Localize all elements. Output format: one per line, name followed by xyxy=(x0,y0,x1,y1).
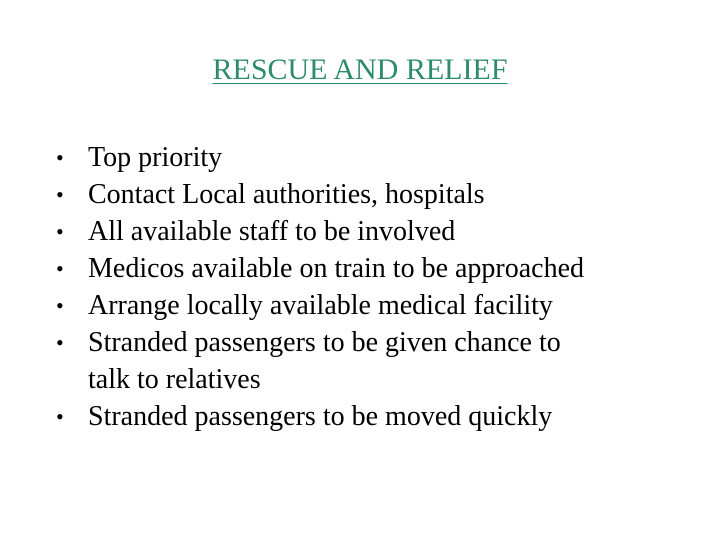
list-item-text: Contact Local authorities, hospitals xyxy=(88,179,485,210)
list-item xyxy=(56,176,696,213)
list-item xyxy=(56,213,696,250)
bullet-icon: • xyxy=(56,219,64,244)
slide-title-text: RESCUE AND RELIEF xyxy=(212,53,508,86)
slide-title xyxy=(0,50,720,90)
list-item-continuation: talk to relatives xyxy=(88,364,261,395)
list-item xyxy=(56,287,696,324)
bullet-icon: • xyxy=(56,330,64,355)
list-item-text: Stranded passengers to be moved quickly xyxy=(88,401,553,432)
bullet-list xyxy=(56,139,696,435)
bullet-icon: • xyxy=(56,293,64,318)
bullet-icon: • xyxy=(56,145,64,170)
bullet-icon: • xyxy=(56,256,64,281)
bullet-icon: • xyxy=(56,182,64,207)
list-item xyxy=(56,139,696,176)
bullet-icon: • xyxy=(56,404,64,429)
list-item xyxy=(56,250,696,287)
list-item-text: All available staff to be involved xyxy=(88,216,456,247)
list-item-text: Stranded passengers to be given chance to xyxy=(88,327,561,358)
list-item-text: Top priority xyxy=(88,142,223,173)
list-item-text: Medicos available on train to be approached xyxy=(88,253,585,284)
list-item xyxy=(56,398,696,435)
list-item xyxy=(56,324,696,398)
list-item-text: Arrange locally available medical facility xyxy=(88,290,553,321)
